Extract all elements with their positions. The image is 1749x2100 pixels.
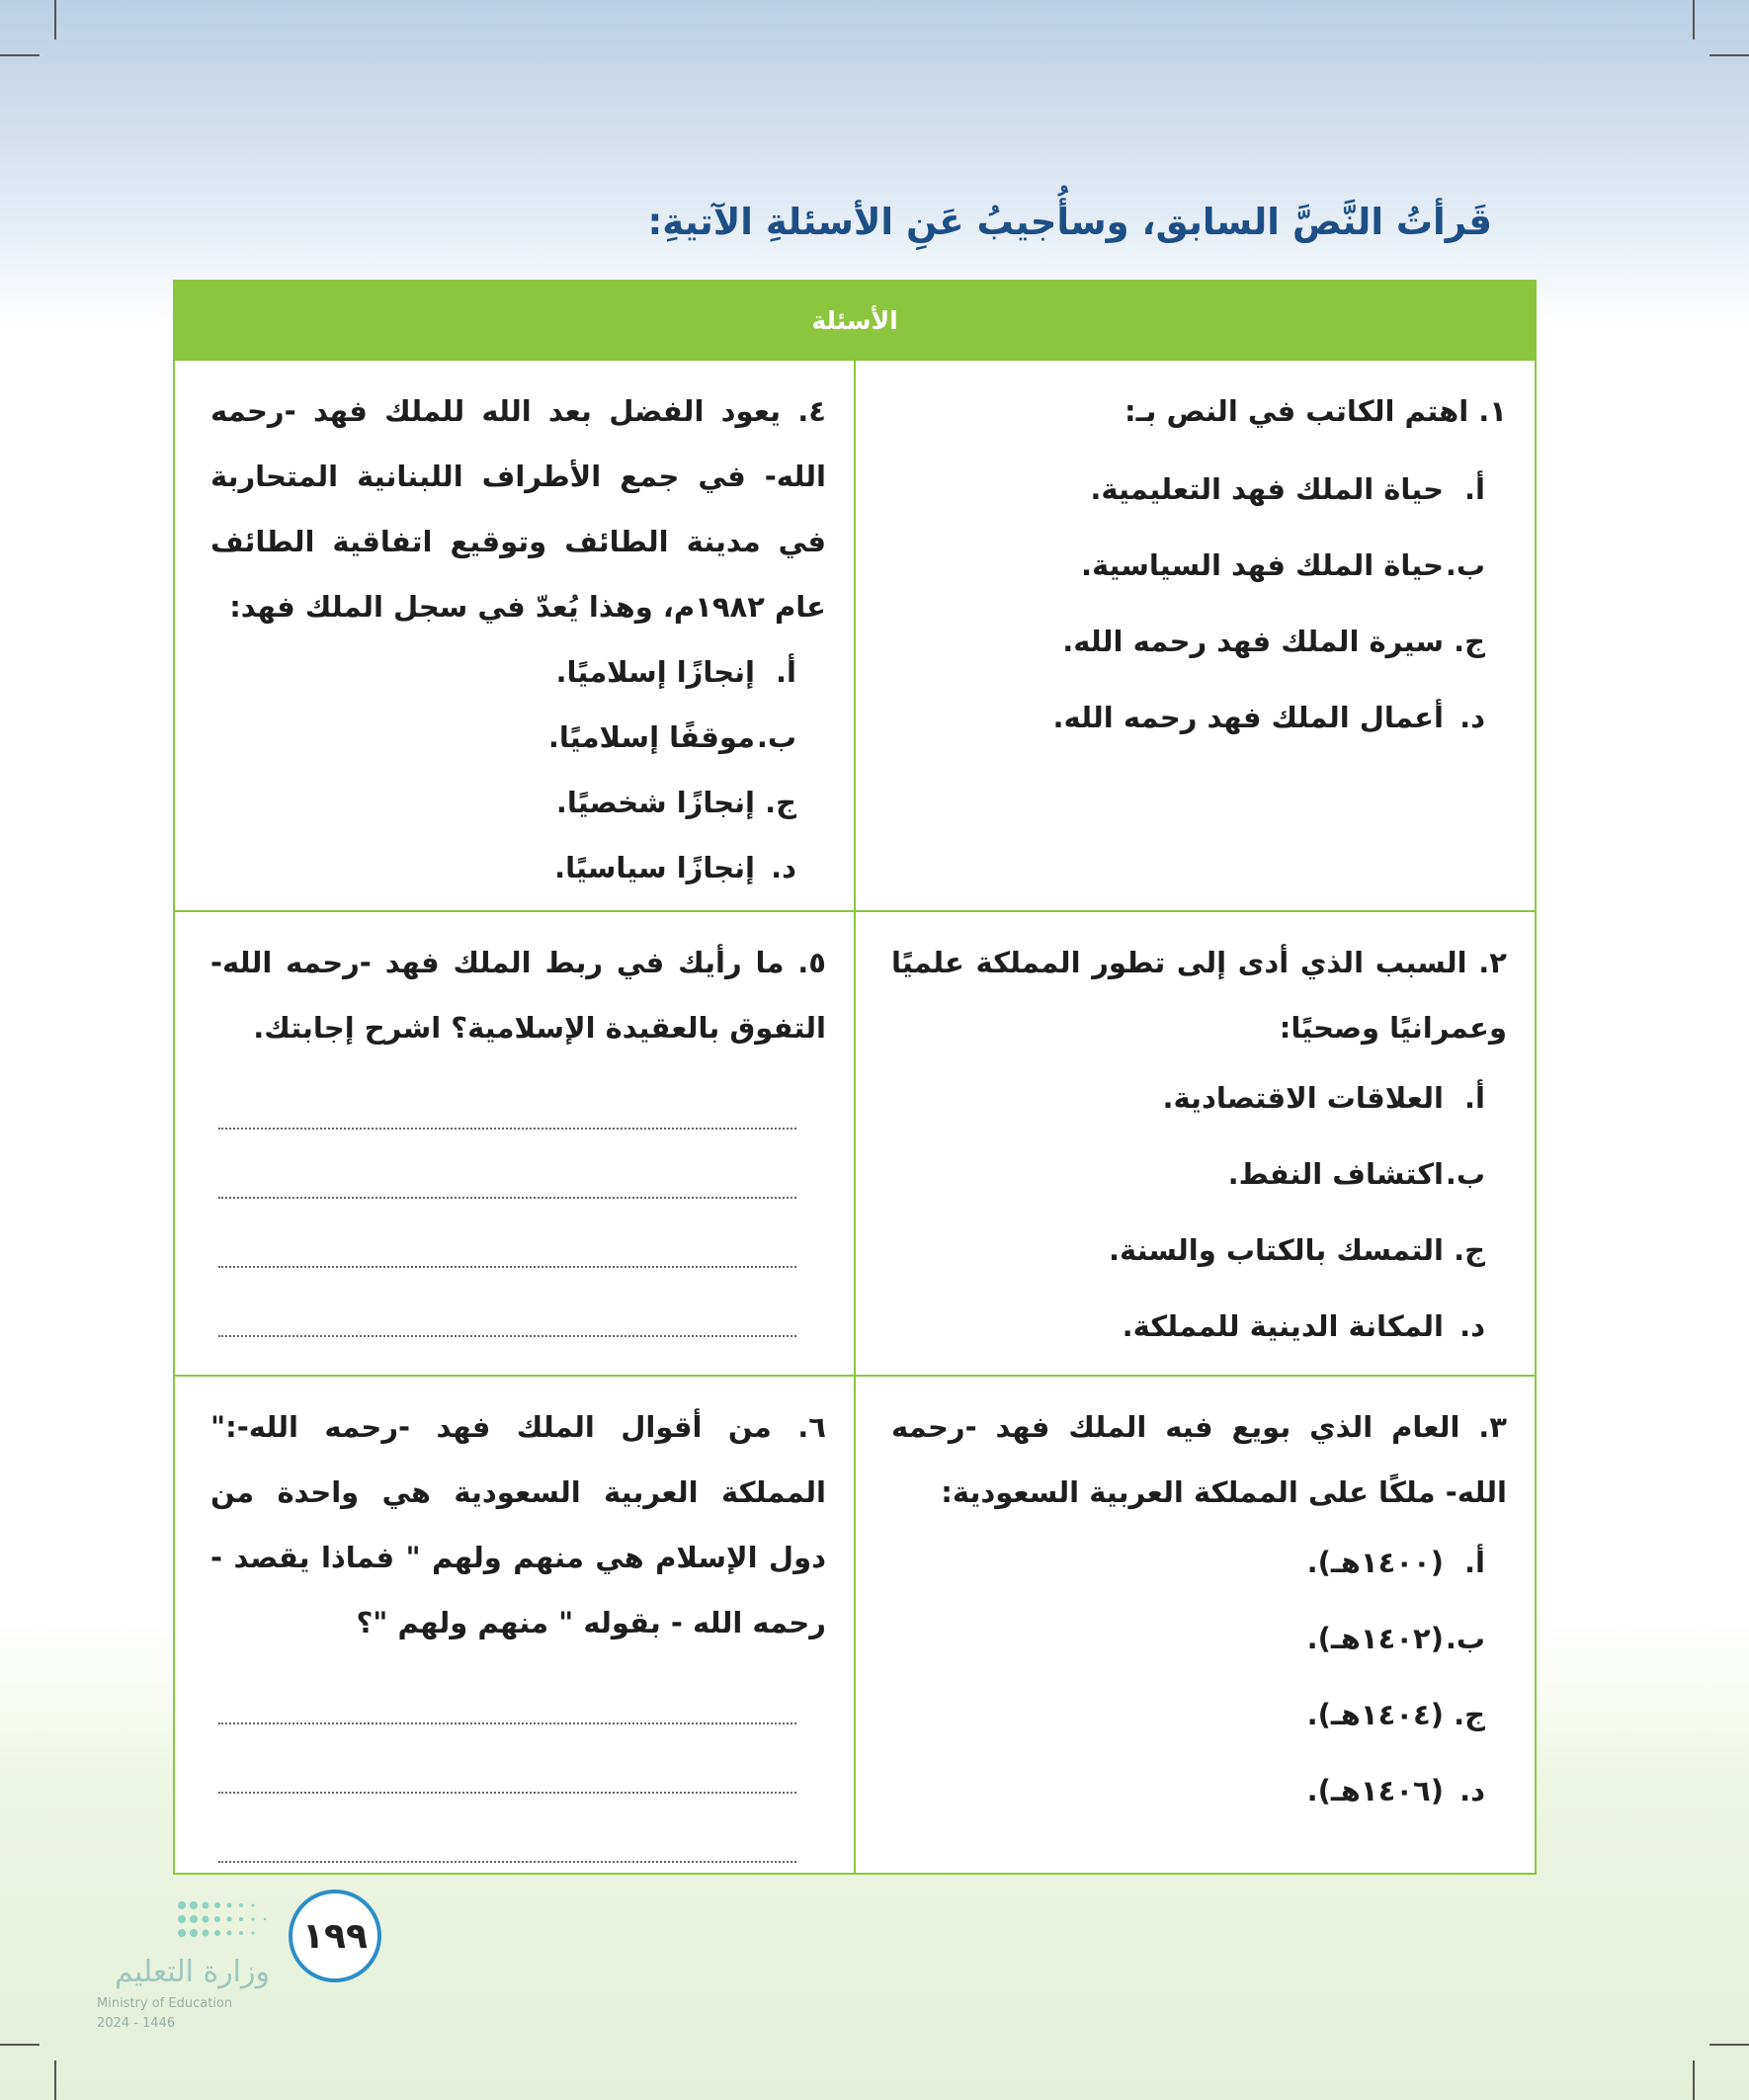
crop-mark xyxy=(1709,54,1749,56)
answer-line[interactable] xyxy=(218,1199,796,1268)
question-2-option-c[interactable]: ج. التمسك بالكتاب والسنة. xyxy=(1108,1233,1485,1267)
answer-line[interactable] xyxy=(218,1268,796,1337)
crop-mark xyxy=(0,2044,40,2046)
crop-mark xyxy=(54,2060,56,2100)
question-1-stem: ١. اهتم الكاتب في النص بـ: xyxy=(1124,394,1507,428)
crop-mark xyxy=(1693,2060,1695,2100)
answer-line[interactable] xyxy=(218,1060,796,1130)
question-2-stem: ٢. السبب الذي أدى إلى تطور المملكة علميًا وعمرانيًا وصحيًا: xyxy=(891,946,1507,1045)
ministry-name-ar: وزارة التعليم xyxy=(114,1955,270,1989)
question-3-option-a[interactable]: أ. (١٤٠٠هـ). xyxy=(1306,1546,1485,1579)
question-2-option-a[interactable]: أ. العلاقات الاقتصادية. xyxy=(1162,1081,1485,1115)
question-3-stem: ٣. العام الذي بويع فيه الملك فهد -رحمه الله- ملكًا على المملكة العربية السعودية: xyxy=(891,1410,1507,1509)
question-1-option-a[interactable]: أ. حياة الملك فهد التعليمية. xyxy=(1090,472,1485,506)
crop-mark xyxy=(1709,2044,1749,2046)
question-4-option-d[interactable]: د. إنجازًا سياسيًا. xyxy=(554,851,796,884)
question-1-option-d[interactable]: د. أعمال الملك فهد رحمه الله. xyxy=(1052,701,1485,734)
question-4-option-c[interactable]: ج. إنجازًا شخصيًا. xyxy=(555,786,796,819)
ministry-logo xyxy=(97,1895,285,2034)
questions-table xyxy=(173,280,1537,1875)
question-3-option-d[interactable]: د. (١٤٠٦هـ). xyxy=(1306,1774,1485,1807)
edition-year: 2024 - 1446 xyxy=(97,2016,176,2031)
question-1-cell xyxy=(855,360,1536,911)
question-1-option-b[interactable]: ب. حياة الملك فهد السياسية. xyxy=(1080,548,1485,582)
question-4-stem: ٤. يعود الفضل بعد الله للملك فهد -رحمه الله- في جمع الأطراف اللبنانية المتحاربة في مدينة الطائف وتوقيع اتفاقية الطائف عام ١٩٨٢م، وهذا يُعدّ في سجل الملك فهد: xyxy=(210,394,826,624)
answer-line[interactable] xyxy=(218,1794,796,1863)
question-5-cell xyxy=(174,911,855,1376)
crop-mark xyxy=(54,0,56,40)
page-heading: قَرأتُ النَّصَّ السابق، وسأُجيبُ عَنِ الأسئلةِ الآتيةِ: xyxy=(647,201,1492,243)
answer-line[interactable] xyxy=(218,1130,796,1199)
page-number: ١٩٩ xyxy=(289,1890,381,1982)
question-2-option-d[interactable]: د. المكانة الدينية للمملكة. xyxy=(1122,1309,1485,1343)
question-3-option-b[interactable]: ب. (١٤٠٢هـ). xyxy=(1306,1622,1485,1655)
question-4-option-a[interactable]: أ. إنجازًا إسلاميًا. xyxy=(555,655,796,689)
question-4-cell xyxy=(174,360,855,911)
crop-mark xyxy=(1693,0,1695,40)
question-3-cell xyxy=(855,1376,1536,1874)
answer-line[interactable] xyxy=(218,1655,796,1724)
question-1-option-c[interactable]: ج. سيرة الملك فهد رحمه الله. xyxy=(1062,625,1485,658)
ministry-name-en: Ministry of Education xyxy=(97,1996,233,2011)
logo-dot-pattern-icon xyxy=(174,1895,283,1951)
question-3-option-c[interactable]: ج. (١٤٠٤هـ). xyxy=(1306,1698,1485,1731)
question-5-stem: ٥. ما رأيك في ربط الملك فهد -رحمه الله- التفوق بالعقيدة الإسلامية؟ اشرح إجابتك. xyxy=(210,946,826,1045)
answer-line[interactable] xyxy=(218,1724,796,1794)
question-2-option-b[interactable]: ب. اكتشاف النفط. xyxy=(1227,1157,1485,1191)
question-6-stem: ٦. من أقوال الملك فهد -رحمه الله-:" المملكة العربية السعودية هي واحدة من دول الإسلام هي منهم ولهم " فماذا يقصد - رحمه الله - بقوله " منهم ولهم "؟ xyxy=(210,1410,826,1639)
question-6-cell xyxy=(174,1376,855,1874)
question-4-option-b[interactable]: ب. موقفًا إسلاميًا. xyxy=(547,720,796,754)
question-2-cell xyxy=(855,911,1536,1376)
crop-mark xyxy=(0,54,40,56)
table-header: الأسئلة xyxy=(174,281,1536,360)
